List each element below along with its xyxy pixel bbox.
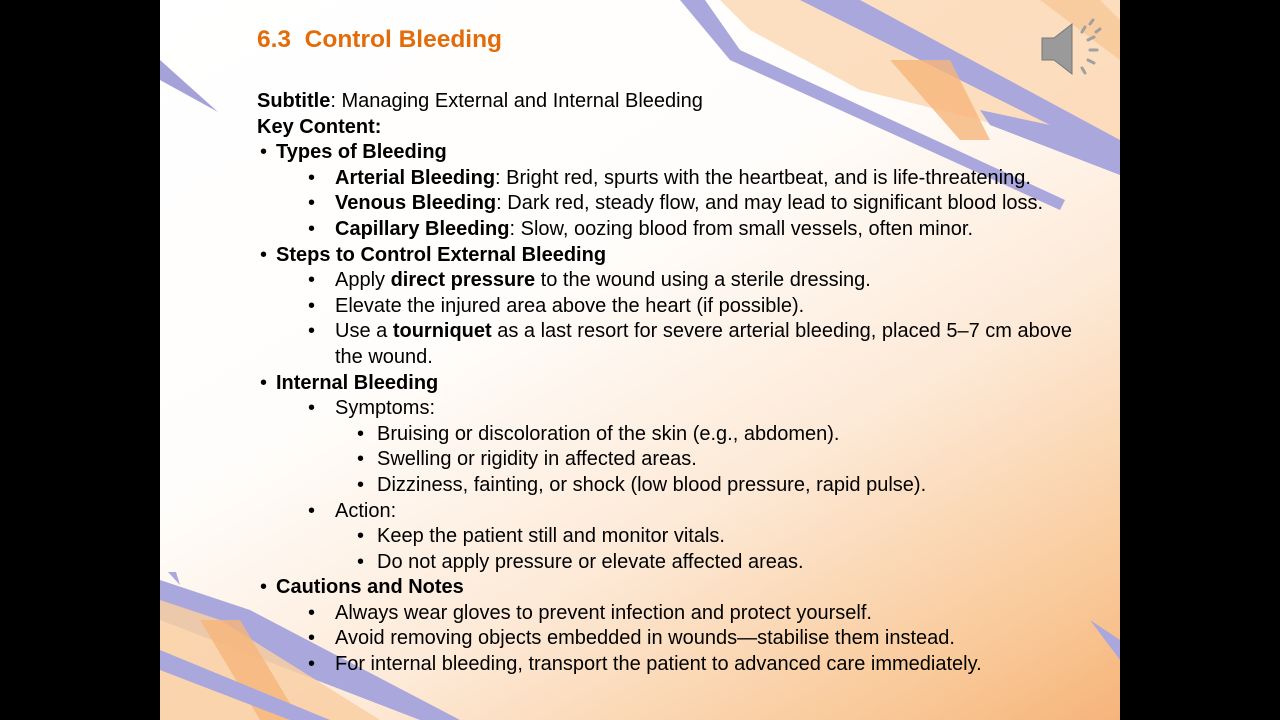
text: : Managing External and Internal Bleeding	[330, 90, 703, 112]
bullet-icon: •	[308, 653, 316, 676]
slide-body	[257, 89, 1087, 678]
slide	[160, 0, 1120, 720]
item-text	[276, 140, 1087, 166]
item-text	[335, 499, 1083, 525]
bullet-icon: •	[260, 141, 268, 164]
bold-text: Types of Bleeding	[276, 141, 447, 164]
item-text	[257, 115, 1087, 141]
bullet-icon: •	[308, 320, 316, 343]
item-text	[377, 550, 1087, 576]
text: Action:	[335, 499, 397, 522]
bold-text: Cautions and Notes	[276, 576, 464, 599]
bullet-item-level-2	[257, 499, 1087, 525]
text: Bruising or discoloration of the skin (e.g., abdomen).	[377, 422, 840, 445]
bullet-item-level-2	[257, 319, 1087, 370]
bullet-icon: •	[308, 269, 316, 292]
item-text	[335, 652, 1083, 678]
item-text	[335, 626, 1083, 652]
item-text	[276, 371, 1087, 397]
text-line	[257, 89, 1087, 115]
slide-title: 6.3 Control Bleeding	[257, 26, 503, 53]
text: For internal bleeding, transport the patient to advanced care immediately.	[335, 653, 982, 676]
bullet-item-level-1	[257, 243, 1087, 269]
item-text	[335, 217, 1083, 243]
bullet-item-level-2	[257, 652, 1087, 678]
item-text	[377, 447, 1087, 473]
text: as a last resort for severe arterial bleeding, placed 5–7 cm above the wound.	[335, 320, 1072, 368]
bullet-icon: •	[308, 397, 316, 420]
audio-speaker-button[interactable]	[1038, 18, 1104, 80]
bullet-item-level-2	[257, 268, 1087, 294]
item-text	[377, 524, 1087, 550]
text: Always wear gloves to prevent infection and protect yourself.	[335, 601, 872, 624]
text: Use a	[335, 320, 393, 343]
bullet-icon: •	[357, 525, 365, 548]
text: : Dark red, steady flow, and may lead to significant blood loss.	[496, 192, 1044, 215]
text-line	[257, 115, 1087, 141]
bullet-item-level-3	[257, 550, 1087, 576]
bold-text: Arterial Bleeding	[335, 166, 496, 189]
speaker-icon	[1038, 18, 1104, 80]
bullet-icon: •	[308, 217, 316, 240]
text: : Slow, oozing blood from small vessels, often minor.	[509, 217, 974, 240]
item-text	[377, 422, 1087, 448]
bullet-item-level-3	[257, 422, 1087, 448]
bullet-icon: •	[260, 243, 268, 266]
text: Elevate the injured area above the heart (if possible).	[335, 294, 805, 317]
bold-text: Key Content:	[257, 115, 382, 138]
item-text	[257, 89, 1087, 115]
bold-text: Internal Bleeding	[276, 371, 439, 394]
bullet-item-level-2	[257, 191, 1087, 217]
bullet-item-level-3	[257, 447, 1087, 473]
bullet-item-level-2	[257, 166, 1087, 192]
bullet-icon: •	[308, 294, 316, 317]
bullet-icon: •	[260, 371, 268, 394]
item-text	[276, 243, 1087, 269]
bullet-icon: •	[357, 473, 365, 496]
text: to the wound using a sterile dressing.	[535, 269, 871, 292]
bold-text: Steps to Control External Bleeding	[276, 243, 607, 266]
bullet-item-level-2	[257, 217, 1087, 243]
text: Keep the patient still and monitor vitals.	[377, 525, 725, 548]
bullet-item-level-2	[257, 601, 1087, 627]
text: Apply	[335, 269, 391, 292]
bold-text: direct pressure	[390, 269, 536, 292]
item-text	[335, 166, 1083, 192]
item-text	[335, 268, 1083, 294]
bullet-item-level-1	[257, 575, 1087, 601]
bullet-item-level-2	[257, 294, 1087, 320]
text: Do not apply pressure or elevate affected areas.	[377, 550, 804, 573]
bold-text: Capillary Bleeding	[335, 217, 510, 240]
bullet-icon: •	[308, 192, 316, 215]
bullet-icon: •	[260, 576, 268, 599]
bold-text: Subtitle	[257, 90, 331, 112]
bullet-icon: •	[357, 448, 365, 471]
item-text	[335, 396, 1083, 422]
bold-text: tourniquet	[392, 320, 492, 343]
text: Dizziness, fainting, or shock (low blood pressure, rapid pulse).	[377, 473, 927, 496]
item-text	[276, 575, 1087, 601]
bullet-icon: •	[357, 422, 365, 445]
item-text	[377, 473, 1087, 499]
bullet-icon: •	[308, 166, 316, 189]
bullet-item-level-2	[257, 626, 1087, 652]
bullet-icon: •	[357, 550, 365, 573]
item-text	[335, 319, 1083, 370]
bullet-item-level-2	[257, 396, 1087, 422]
bullet-item-level-1	[257, 140, 1087, 166]
bullet-item-level-1	[257, 371, 1087, 397]
bullet-item-level-3	[257, 473, 1087, 499]
text: Swelling or rigidity in affected areas.	[377, 448, 697, 471]
bullet-icon: •	[308, 601, 316, 624]
item-text	[335, 191, 1083, 217]
bold-text: Venous Bleeding	[335, 192, 497, 215]
bullet-item-level-3	[257, 524, 1087, 550]
text: Avoid removing objects embedded in wounds—stabilise them instead.	[335, 627, 955, 650]
text: Symptoms:	[335, 397, 436, 420]
item-text	[335, 601, 1083, 627]
bullet-icon: •	[308, 499, 316, 522]
bullet-icon: •	[308, 627, 316, 650]
text: : Bright red, spurts with the heartbeat, and is life-threatening.	[495, 166, 1031, 189]
item-text	[335, 294, 1083, 320]
